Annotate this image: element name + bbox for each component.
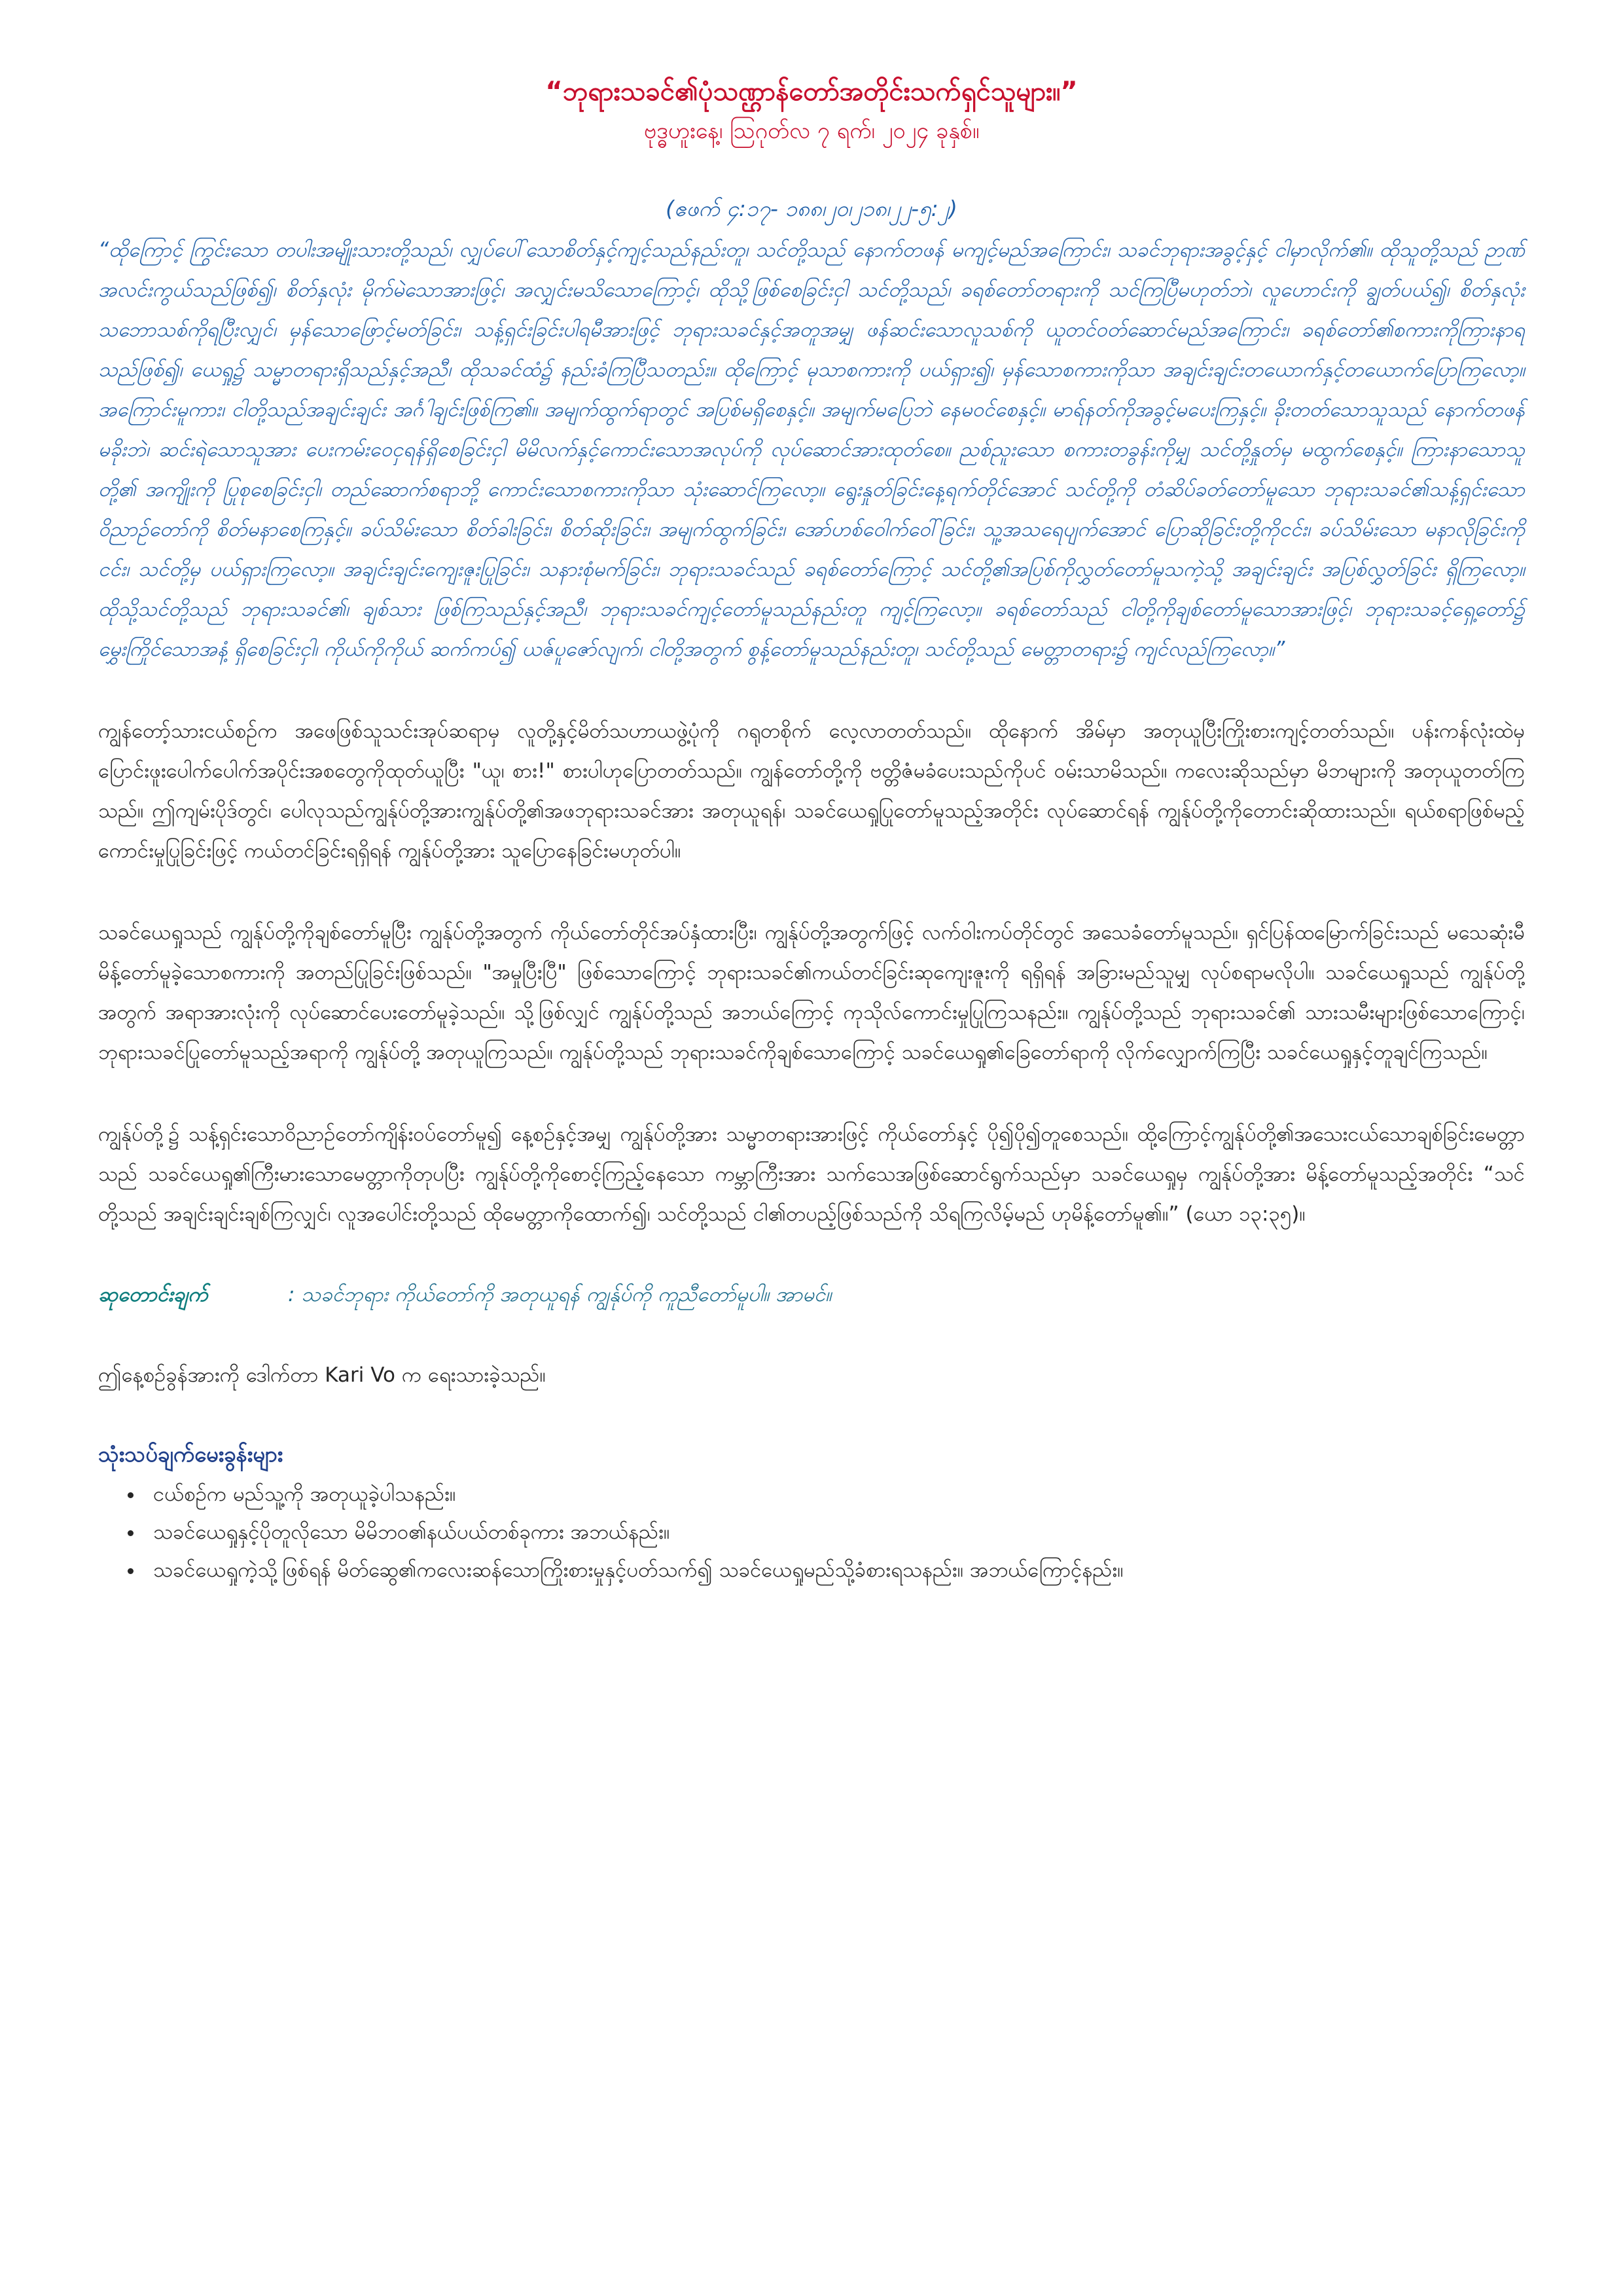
prayer	[98, 1275, 1525, 1315]
scripture-text: “ထိုကြောင့် ကြွင်းသော တပါးအမျိုးသားတို့သည်၊ လျှပ်ပေါ်သောစိတ်နှင့်ကျင့်သည်နည်းတူ၊ သင်တို့သည် နောက်တဖန် မကျင့်မည်အကြောင်း၊ သခင်ဘုရားအခွင့်နှင့် ငါမှာလိုက်၏။ ထိုသူတို့သည် ဉာဏ်အလင်းကွယ်သည်ဖြစ်၍၊ စိတ်နှလုံး မိုက်မဲသောအားဖြင့်၊ အလျှင်းမသိသောကြောင့်၊ ထိုသို့ဖြစ်စေခြင်းငှါ သင်တို့သည်၊ ခရစ်တော်တရားကို သင်ကြပြီမဟုတ်ဘဲ၊ လူဟောင်းကို ချွတ်ပယ်၍၊ စိတ်နှလုံးသဘောသစ်ကိုရပြီးလျှင်၊ မှန်သောဖြောင့်မတ်ခြင်း၊ သန့်ရှင်းခြင်းပါရမီအားဖြင့် ဘုရားသခင်နှင့်အတူအမျှ ဖန်ဆင်းသောလူသစ်ကို ယူတင်ဝတ်ဆောင်မည်အကြောင်း၊ ခရစ်တော်၏စကားကိုကြားနာရသည်ဖြစ်၍၊ ယေရှု၌ သမ္မာတရားရှိသည်နှင့်အညီ၊ ထိုသခင်ထံ၌ နည်းခံကြပြီသတည်း။ ထိုကြောင့် မုသာစကားကို ပယ်ရှား၍၊ မှန်သောစကားကိုသာ အချင်းချင်းတယောက်နှင့်တယောက်ပြောကြလော့။ အကြောင်းမူကား၊ ငါတို့သည်အချင်းချင်း အင်္ဂါချင်းဖြစ်ကြ၏။ အမျက်ထွက်ရာတွင် အပြစ်မရှိစေနှင့်။ အမျက်မပြေဘဲ နေမဝင်စေနှင့်။ မာရ်နတ်ကိုအခွင့်မပေးကြနှင့်။ ခိုးတတ်သောသူသည် နောက်တဖန်မခိုးဘဲ၊ ဆင်းရဲသောသူအား ပေးကမ်းဝေငှရန်ရှိစေခြင်းငှါ မိမိလက်နှင့်ကောင်းသောအလုပ်ကို လုပ်ဆောင်အားထုတ်စေ။ ညစ်ညူးသော စကားတခွန်းကိုမျှ သင်တို့နှုတ်မှ မထွက်စေနှင့်။ ကြားနာသောသူတို့၏ အကျိုးကို ပြုစုစေခြင်းငှါ၊ တည်ဆောက်စရာဘို့ ကောင်းသောစကားကိုသာ သုံးဆောင်ကြလော့။ ရွေးနှုတ်ခြင်းနေ့ရက်တိုင်အောင် သင်တို့ကို တံဆိပ်ခတ်တော်မူသော ဘုရားသခင်၏သန့်ရှင်းသောဝိညာဉ်တော်ကို စိတ်မနာစေကြနှင့်။ ခပ်သိမ်းသော စိတ်ခါးခြင်း၊ စိတ်ဆိုးခြင်း၊ အမျက်ထွက်ခြင်း၊ အော်ဟစ်ဝေါက်ဝေါ်ခြင်း၊ သူ့အသရေပျက်အောင် ပြောဆိုခြင်းတို့ကိုငင်း၊ ခပ်သိမ်းသော မနာလိုခြင်းကိုငင်း၊ သင်တို့မှ ပယ်ရှားကြလော့။ အချင်းချင်းကျေးဇူးပြုခြင်း၊ သနားစုံမက်ခြင်း၊ ဘုရားသခင်သည် ခရစ်တော်ကြောင့် သင်တို့၏အပြစ်ကိုလွှတ်တော်မူသကဲ့သို့ အချင်းချင်း အပြစ်လွှတ်ခြင်း ရှိကြလော့။ထိုသို့သင်တို့သည် ဘုရားသခင်၏၊ ချစ်သား ဖြစ်ကြသည်နှင့်အညီ၊ ဘုရားသခင်ကျင့်တော်မူသည်နည်းတူ ကျင့်ကြလော့။ ခရစ်တော်သည် ငါတို့ကိုချစ်တော်မူသောအားဖြင့်၊ ဘုရားသခင့်ရှေ့တော်၌ မွှေးကြိုင်သောအနံ့ ရှိစေခြင်းငှါ၊ ကိုယ်ကိုကိုယ် ဆက်ကပ်၍ ယဇ်ပူဇော်လျက်၊ ငါတို့အတွက် စွန့်တော်မူသည်နည်းတူ၊ သင်တို့သည် မေတ္တာတရား၌ ကျင်လည်ကြလော့။”	[98, 238, 1525, 661]
devotional-page	[98, 72, 1525, 1589]
author-line: ဤနေ့စဉ်ခွန်အားကို ဒေါက်တာ Kari Vo က ရေးသားခဲ့သည်။	[98, 1363, 546, 1387]
questions-heading: သုံးသပ်ချက်မေးခွန်းများ	[98, 1441, 283, 1467]
scripture-reference: (ဧဖက် ၄:၁၇- ၁၈၈၊၂၀၊၂၁၈၊၂၂-၅:၂)	[666, 196, 957, 221]
prayer-label: ဆုတောင်းချက်	[98, 1283, 208, 1306]
list-item: • ငယ်စဉ်က မည်သူ့ကို အတုယူခဲ့ပါသနည်း။	[144, 1475, 1525, 1513]
list-item: • သခင်ယေရှုနှင့်ပိုတူလိုသော မိမိဘဝ၏နယ်ပယ်တစ်ခုကား အဘယ်နည်း။	[144, 1513, 1525, 1551]
body-paragraph-3: ကျွန်ုပ်တို့၌ သန့်ရှင်းသောဝိညာဉ်တော်ကျိန်းဝပ်တော်မူ၍ နေ့စဉ်နှင့်အမျှ ကျွန်ုပ်တို့အား သမ္မာတရားအားဖြင့် ကိုယ်တော်နှင့် ပို၍ပို၍တူစေသည်။ ထို့ကြောင့်ကျွန်ုပ်တို့၏အသေးငယ်သောချစ်ခြင်းမေတ္တာသည် သခင်ယေရှု၏ကြီးမားသောမေတ္တာကိုတုပပြီး ကျွန်ုပ်တို့ကိုစောင့်ကြည့်နေသော ကမ္ဘာကြီးအား သက်သေအဖြစ်ဆောင်ရွက်သည်မှာ သခင်ယေရှုမှ ကျွန်ုပ်တို့အား မိန့်တော်မူသည့်အတိုင်း “သင်တို့သည် အချင်းချင်းချစ်ကြလျှင်၊ လူအပေါင်းတို့သည် ထိုမေတ္တာကိုထောက်၍၊ သင်တို့သည် ငါ၏တပည့်ဖြစ်သည်ကို သိရကြလိမ့်မည် ဟုမိန့်တော်မူ၏။” (ယော ၁၃:၃၅)။	[98, 1122, 1525, 1226]
body-paragraph-2: သခင်ယေရှုသည် ကျွန်ုပ်တို့ကိုချစ်တော်မူပြီး ကျွန်ုပ်တို့အတွက် ကိုယ်တော်တိုင်အပ်နှံထားပြီး၊ ကျွန်ုပ်တို့အတွက်ဖြင့် လက်ဝါးကပ်တိုင်တွင် အသေခံတော်မူသည်။ ရှင်ပြန်ထမြောက်ခြင်းသည် မသေဆုံးမီ မိန့်တော်မူခဲ့သောစကားကို အတည်ပြုခြင်းဖြစ်သည်။ "အမှုပြီးပြီ" ဖြစ်သောကြောင့် ဘုရားသခင်၏ကယ်တင်ခြင်းဆုကျေးဇူးကို ရရှိရန် အခြားမည်သူမျှ လုပ်စရာမလိုပါ။ သခင်ယေရှုသည် ကျွန်ုပ်တို့အတွက် အရာအားလုံးကို လုပ်ဆောင်ပေးတော်မူခဲ့သည်။ သို့ဖြစ်လျှင် ကျွန်ုပ်တို့သည် အဘယ်ကြောင့် ကုသိုလ်ကောင်းမှုပြုကြသနည်း။ ကျွန်ုပ်တို့သည် ဘုရားသခင်၏ သားသမီးများဖြစ်သောကြောင့်၊ ဘုရားသခင်ပြုတော်မူသည့်အရာကို ကျွန်ုပ်တို့ အတုယူကြသည်။ ကျွန်ုပ်တို့သည် ဘုရားသခင်ကိုချစ်သောကြောင့် သခင်ယေရှု၏ခြေတော်ရာကို လိုက်လျှောက်ကြပြီး သခင်ယေရှုနှင့်တူချင်ကြသည်။	[98, 921, 1525, 1064]
body-paragraph-1: ကျွန်တော့်သားငယ်စဉ်က အဖေဖြစ်သူသင်းအုပ်ဆရာမှ လူတို့နှင့်မိတ်သဟာယဖွဲ့ပုံကို ဂရုတစိုက် လေ့လာတတ်သည်။ ထိုနောက် အိမ်မှာ အတုယူပြီးကြိုးစားကျင့်တတ်သည်။ ပန်းကန်လုံးထဲမှ ပြောင်းဖူးပေါက်ပေါက်အပိုင်းအစတွေကိုထုတ်ယူပြီး "ယူ၊ စား!" စားပါဟုပြောတတ်သည်။ ကျွန်တော်တို့ကို ဗတ္တိဇံမခံပေးသည်ကိုပင် ဝမ်းသာမိသည်။ ကလေးဆိုသည်မှာ မိဘများကို အတုယူတတ်ကြသည်။ ဤကျမ်းပိုဒ်တွင်၊ ပေါလုသည်ကျွန်ုပ်တို့အားကျွန်ုပ်တို့၏အဖဘုရားသခင်အား အတုယူရန်၊ သခင်ယေရှုပြုတော်မူသည့်အတိုင်း လုပ်ဆောင်ရန် ကျွန်ုပ်တို့ကိုတောင်းဆိုထားသည်။ ရယ်စရာဖြစ်မည့် ကောင်းမှုပြုခြင်းဖြင့် ကယ်တင်ခြင်းရရှိရန် ကျွန်ုပ်တို့အား သူပြောနေခြင်းမဟုတ်ပါ။	[98, 719, 1525, 863]
date-line: ဗုဒ္ဓဟူးနေ့၊ ဩဂုတ်လ ၇ ရက်၊ ၂၀၂၄ ခုနှစ်။	[643, 118, 980, 144]
questions-list	[98, 1475, 1525, 1589]
prayer-text: : သခင်ဘုရား ကိုယ်တော်ကို အတုယူရန် ကျွန်ုပ်ကို ကူညီတော်မူပါ။ အာမင်။	[288, 1283, 832, 1306]
page-title: “ဘုရားသခင်၏ပုံသဏ္ဌာန်တော်အတိုင်းသက်ရှင်သူများ။”	[545, 77, 1078, 107]
list-item: • သခင်ယေရှုကဲ့သို့ဖြစ်ရန် မိတ်ဆွေ၏ကလေးဆန်သောကြိုးစားမှုနှင့်ပတ်သက်၍ သခင်ယေရှုမည်သို့ခံစားရသနည်း။ အဘယ်ကြောင့်နည်း။	[144, 1551, 1525, 1589]
